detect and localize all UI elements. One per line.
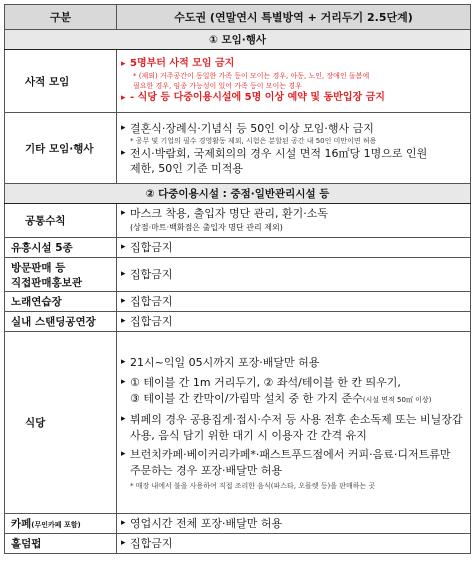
- row-label-common-rules: 공통수칙: [5, 204, 117, 238]
- table-row: [5, 534, 471, 554]
- row-content-standing-venue: [117, 312, 471, 332]
- row-label-door-to-door: [5, 258, 117, 292]
- rule-line: ▸ 결혼식·장례식·기념식 등 50인 이상 모임·행사 금지: [121, 121, 466, 136]
- section-title: ① 모임·행사: [5, 30, 471, 50]
- row-content-private-gathering: [117, 50, 471, 113]
- rule-line: ▸ ① 테이블 간 1m 거리두기, ② 좌석/테이블 한 칸 띄우기,: [121, 375, 466, 390]
- rule-line: ▸ 21시~익일 05시까지 포장·배달만 허용: [121, 355, 466, 370]
- row-content-karaoke: [117, 292, 471, 312]
- rule-line: ▸ 브런치카페·베이커리카페*·패스트푸드점에서 커피·음료·디저트류만: [121, 447, 466, 462]
- table-row: [5, 332, 471, 514]
- table-row: [5, 204, 471, 238]
- rule-line: ▸ 5명부터 사적 모임 금지: [121, 57, 466, 71]
- row-content-entertainment: [117, 238, 471, 258]
- regulation-table: [4, 4, 471, 554]
- row-label-line: 직접판매홍보관: [11, 276, 83, 289]
- rule-text: ③ 테이블 간 칸막이/가림막 설치 중 한 가지 준수: [130, 392, 363, 405]
- row-label-entertainment: 유흥시설 5종: [5, 238, 117, 258]
- row-label-other-events: 기타 모임·행사: [5, 113, 117, 184]
- table-row: [5, 258, 471, 292]
- rule-line-cont: [121, 391, 466, 408]
- row-content-other-events: [117, 113, 471, 184]
- rule-line: ▸ 전시·박람회, 국제회의의 경우 시설 면적 16㎡당 1명으로 인원: [121, 146, 466, 161]
- header-rule: 수도권 (연말연시 특별방역 + 거리두기 2.5단계): [117, 5, 471, 30]
- row-label-holdem-pub: 홀덤펍: [5, 534, 117, 554]
- rule-line: ▸ 집합금지: [121, 314, 466, 329]
- row-label-private-gathering: 사적 모임: [5, 50, 117, 113]
- row-label-restaurant: 식당: [5, 332, 117, 514]
- row-content-cafe: [117, 514, 471, 534]
- rule-text-small: (시설 면적 50㎡ 이상): [362, 396, 432, 404]
- row-label-karaoke: 노래연습장: [5, 292, 117, 312]
- table-row: [5, 514, 471, 534]
- rule-note: * (제외) 거주공간이 동일한 가족 등이 모이는 경우, 아동, 노인, 장애인 돌봄에: [133, 72, 370, 80]
- section-header-gatherings: [5, 30, 471, 50]
- rule-note: * 공무 및 기업의 필수 경영활동 제외, 시험은 분할된 공간 내 50인 미만이면 허용: [130, 136, 377, 145]
- row-content-holdem-pub: [117, 534, 471, 554]
- table-row: [5, 292, 471, 312]
- table-row: [5, 113, 471, 184]
- rule-line: ▸ 영업시간 전체 포장·배달만 허용: [121, 516, 466, 531]
- rule-line: ▸ 뷔페의 경우 공용집게·접시·수저 등 사용 전후 손소독제 또는 비닐장갑: [121, 412, 466, 427]
- row-content-common-rules: [117, 204, 471, 238]
- rule-note: 필요한 경우, 임종 가능성이 있어 가족 등이 모이는 경우: [133, 82, 302, 90]
- table-row: [5, 238, 471, 258]
- row-label-text: 카페: [11, 518, 32, 530]
- table-header: [5, 5, 471, 30]
- row-label-standing-venue: 실내 스탠딩공연장: [5, 312, 117, 332]
- rule-line: ▸ 집합금지: [121, 240, 466, 255]
- row-content-restaurant: [117, 332, 471, 514]
- rule-line: ▸ - 식당 등 다중이용시설에 5명 이상 예약 및 동반입장 금지: [121, 91, 466, 105]
- rule-line-cont: 주문하는 경우 포장·배달만 허용: [130, 464, 283, 477]
- rule-line: ▸ 집합금지: [121, 267, 466, 282]
- regulation-table-frame: [4, 4, 470, 554]
- table-row: [5, 312, 471, 332]
- row-label-small: (무인카페 포함): [31, 521, 81, 529]
- row-content-door-to-door: [117, 258, 471, 292]
- rule-line: ▸ 마스크 착용, 출입자 명단 관리, 환기·소독: [121, 206, 466, 221]
- rule-note: (상점·마트·백화점은 출입자 명단 관리 제외): [130, 223, 283, 232]
- rule-note: * 매장 내에서 불을 사용하여 직접 조리한 음식(파스타, 오믈렛 등)을 판매하는 곳: [130, 482, 376, 490]
- rule-line-cont: 제한, 50인 기준 미적용: [130, 161, 243, 175]
- header-category: 구분: [5, 5, 117, 30]
- rule-line: ▸ 집합금지: [121, 536, 466, 551]
- section-header-facilities: [5, 184, 471, 204]
- section-title: ② 다중이용시설 : 중점·일반관리시설 등: [5, 184, 471, 204]
- row-label-line: 방문판매 등: [11, 261, 66, 274]
- table-row: [5, 50, 471, 113]
- row-label-cafe: [5, 514, 117, 534]
- rule-line: ▸ 집합금지: [121, 294, 466, 309]
- rule-line-cont: 사용, 음식 담기 위한 대기 시 이용자 간 간격 유지: [130, 429, 367, 442]
